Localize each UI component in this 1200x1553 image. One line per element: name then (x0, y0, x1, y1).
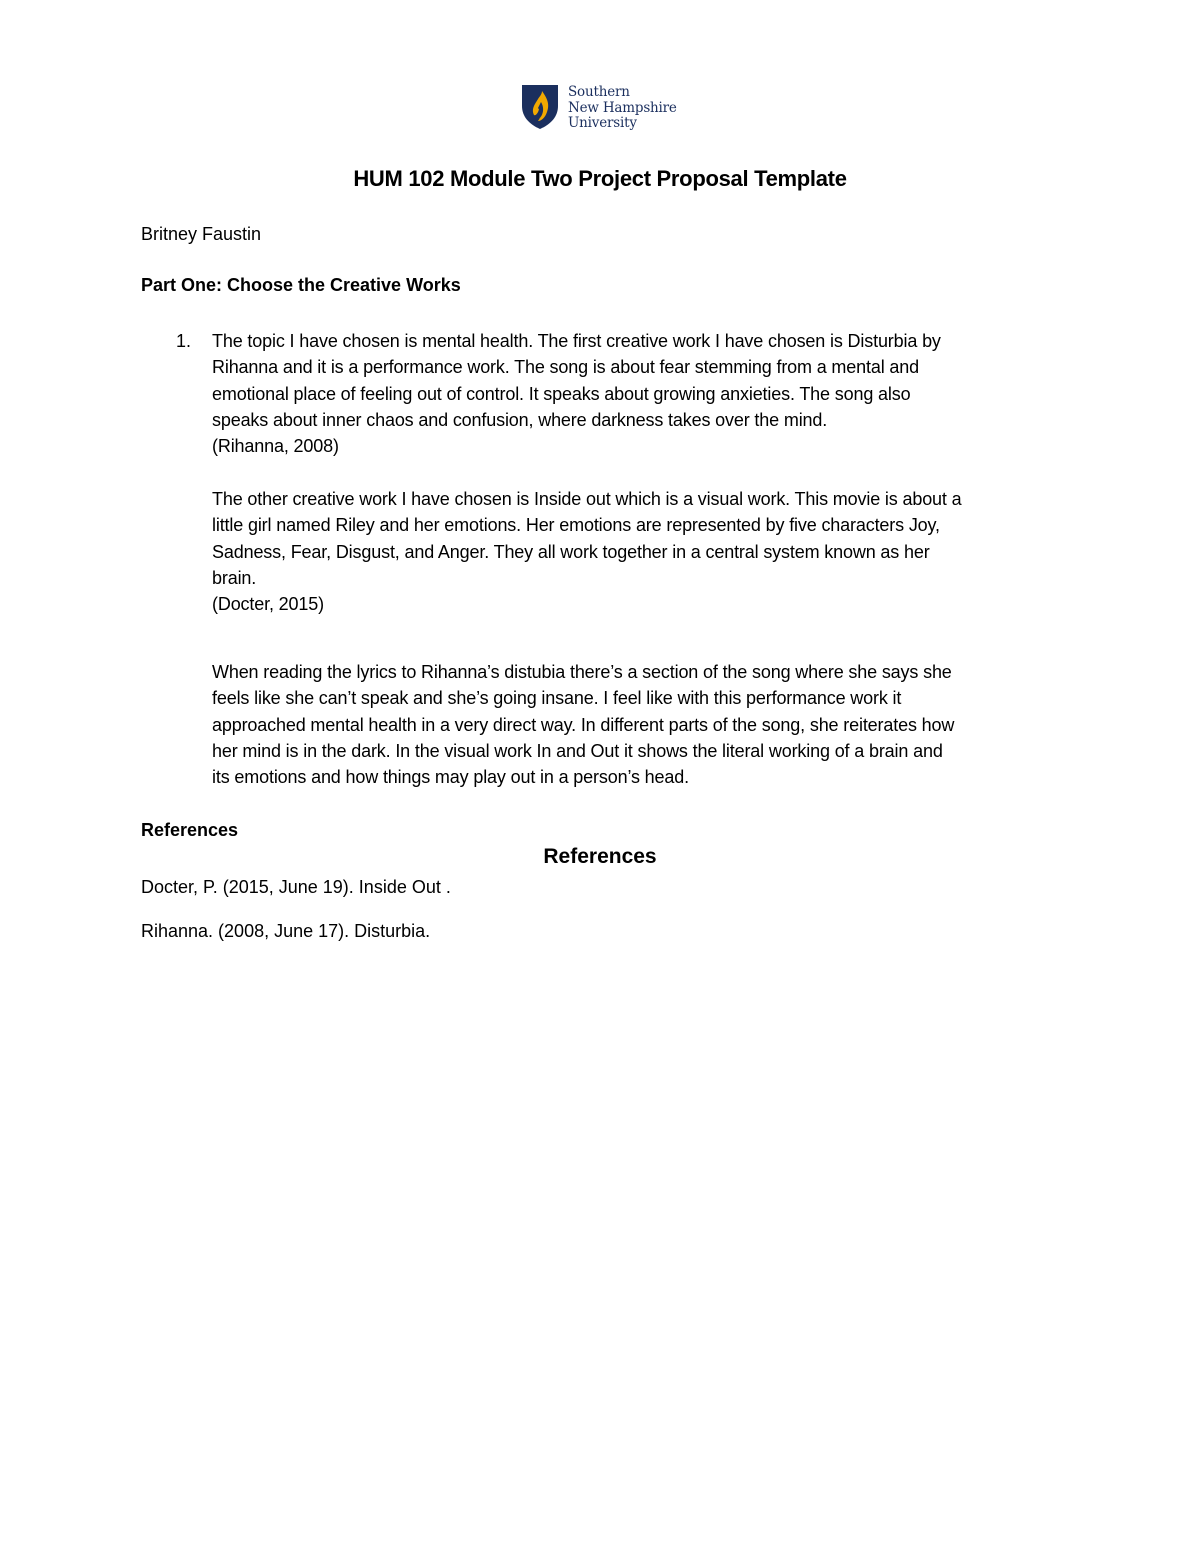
logo-line: University (568, 115, 637, 131)
citation-line: (Docter, 2015) (212, 594, 324, 615)
university-logo (521, 84, 677, 132)
text-line: The topic I have chosen is mental health. The first creative work I have chosen is Disturbia by (212, 331, 941, 351)
paragraph-disturbia (212, 328, 1062, 459)
document-title: HUM 102 Module Two Project Proposal Template (353, 166, 847, 191)
text-line: its emotions and how things may play out in a person’s head. (212, 767, 689, 788)
part-one-heading: Part One: Choose the Creative Works (141, 275, 461, 295)
text-line: little girl named Riley and her emotions. Her emotions are represented by five characters Joy, (212, 515, 940, 536)
references-heading-centered: References (543, 845, 657, 868)
text-line: When reading the lyrics to Rihanna’s distubia there’s a section of the song where she says she (212, 662, 952, 682)
text-line: feels like she can’t speak and she’s going insane. I feel like with this performance work it (212, 688, 902, 709)
citation-line: (Rihanna, 2008) (212, 436, 339, 457)
reference-entry: Docter, P. (2015, June 19). Inside Out . (141, 877, 451, 897)
text-line: her mind is in the dark. In the visual work In and Out it shows the literal working of a brain and (212, 740, 943, 761)
text-line: Rihanna and it is a performance work. The song is about fear stemming from a mental and (212, 357, 919, 378)
logo-wordmark (568, 85, 677, 132)
list-number: 1. (176, 331, 192, 351)
logo-line: Southern (568, 84, 630, 100)
paragraph-inside-out (212, 486, 1062, 617)
text-line: approached mental health in a very direct way. In different parts of the song, she reiterates how (212, 714, 955, 735)
paragraph-comparison (212, 659, 1062, 790)
text-line: emotional place of feeling out of control. It speaks about growing anxieties. The song also (212, 383, 911, 404)
text-line: Sadness, Fear, Disgust, and Anger. They all work together in a central system known as her (212, 541, 930, 562)
author-name: Britney Faustin (141, 224, 262, 244)
references-heading: References (141, 820, 239, 840)
text-line: speaks about inner chaos and confusion, where darkness takes over the mind. (212, 409, 828, 430)
reference-entry: Rihanna. (2008, June 17). Disturbia. (141, 921, 431, 941)
text-line: The other creative work I have chosen is Inside out which is a visual work. This movie is about a (212, 489, 962, 509)
text-line: brain. (212, 567, 257, 588)
shield-flame-icon (521, 84, 559, 130)
logo-line: New Hampshire (568, 99, 677, 116)
